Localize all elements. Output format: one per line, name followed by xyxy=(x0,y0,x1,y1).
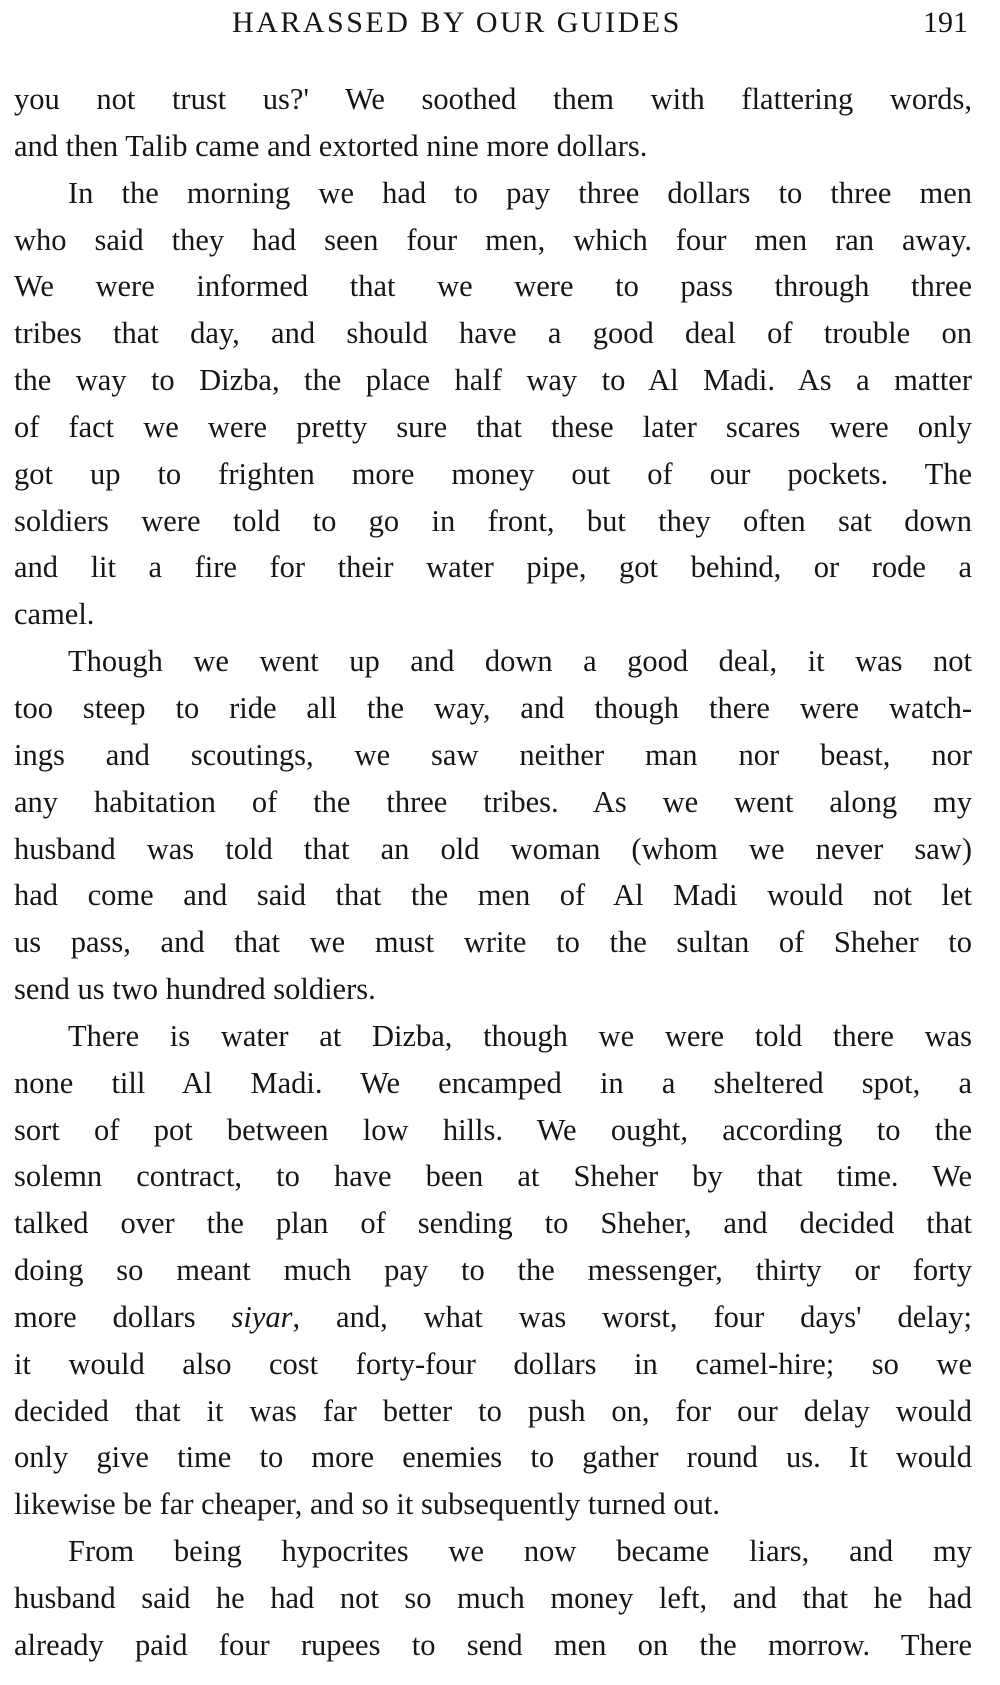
text-line: There is water at Dizba, though we were told there was xyxy=(68,1018,972,1053)
text-line: camel. xyxy=(14,597,95,632)
text-line: sort of pot between low hills. We ought, according to the xyxy=(14,1112,972,1147)
text-line: From being hypocrites we now became liars, and my xyxy=(68,1534,972,1569)
text-line: tribes that day, and should have a good deal of trouble on xyxy=(14,316,972,351)
text-line: solemn contract, to have been at Sheher by that time. We xyxy=(14,1159,972,1194)
text-line: the way to Dizba, the place half way to Al Madi. As a matter xyxy=(14,363,972,398)
italic-word: siyar xyxy=(231,1299,293,1334)
text-line: too steep to ride all the way, and though there were watch- xyxy=(14,690,972,725)
text-line: Though we went up and down a good deal, it was not xyxy=(68,644,972,679)
text-line: and then Talib came and extorted nine more dollars. xyxy=(14,128,648,163)
body-text xyxy=(14,76,972,1669)
text-line: ings and scoutings, we saw neither man nor beast, nor xyxy=(14,737,972,772)
text-line: us pass, and that we must write to the sultan of Sheher to xyxy=(14,925,972,960)
text-line: any habitation of the three tribes. As we went along my xyxy=(14,784,972,819)
running-head xyxy=(0,6,1000,50)
text-line: soldiers were told to go in front, but they often sat down xyxy=(14,503,972,538)
text-line: and lit a fire for their water pipe, got behind, or rode a xyxy=(14,550,972,585)
text-line: husband was told that an old woman (whom we never saw) xyxy=(14,831,972,866)
running-head-title: HARASSED BY OUR GUIDES xyxy=(232,6,682,39)
text-line: got up to frighten more money out of our pockets. The xyxy=(14,456,972,491)
text-line: of fact we were pretty sure that these later scares were only xyxy=(14,409,972,444)
text-line: none till Al Madi. We encamped in a sheltered spot, a xyxy=(14,1065,972,1100)
text-line: who said they had seen four men, which four men ran away. xyxy=(14,222,972,257)
page-number: 191 xyxy=(923,6,968,39)
text-line: it would also cost forty-four dollars in camel-hire; so we xyxy=(14,1346,972,1381)
text-line: likewise be far cheaper, and so it subsequently turned out. xyxy=(14,1487,720,1522)
text-line: In the morning we had to pay three dollars to three men xyxy=(68,175,972,210)
text-line: We were informed that we were to pass through three xyxy=(14,269,972,304)
text-line: doing so meant much pay to the messenger, thirty or forty xyxy=(14,1253,972,1288)
text-line: send us two hundred soldiers. xyxy=(14,972,376,1007)
text-line: husband said he had not so much money left, and that he had xyxy=(14,1581,972,1615)
text-line: more dollars siyar, and, what was worst, four days' delay; xyxy=(14,1299,972,1334)
text-line: already paid four rupees to send men on the morrow. There xyxy=(14,1627,972,1662)
text-line: talked over the plan of sending to Sheher, and decided that xyxy=(14,1206,972,1241)
text-line: had come and said that the men of Al Madi would not let xyxy=(14,878,972,913)
text-line: decided that it was far better to push on, for our delay would xyxy=(14,1393,972,1428)
text-line: you not trust us?' We soothed them with flattering words, xyxy=(14,82,972,116)
text-line: only give time to more enemies to gather round us. It would xyxy=(14,1440,972,1475)
